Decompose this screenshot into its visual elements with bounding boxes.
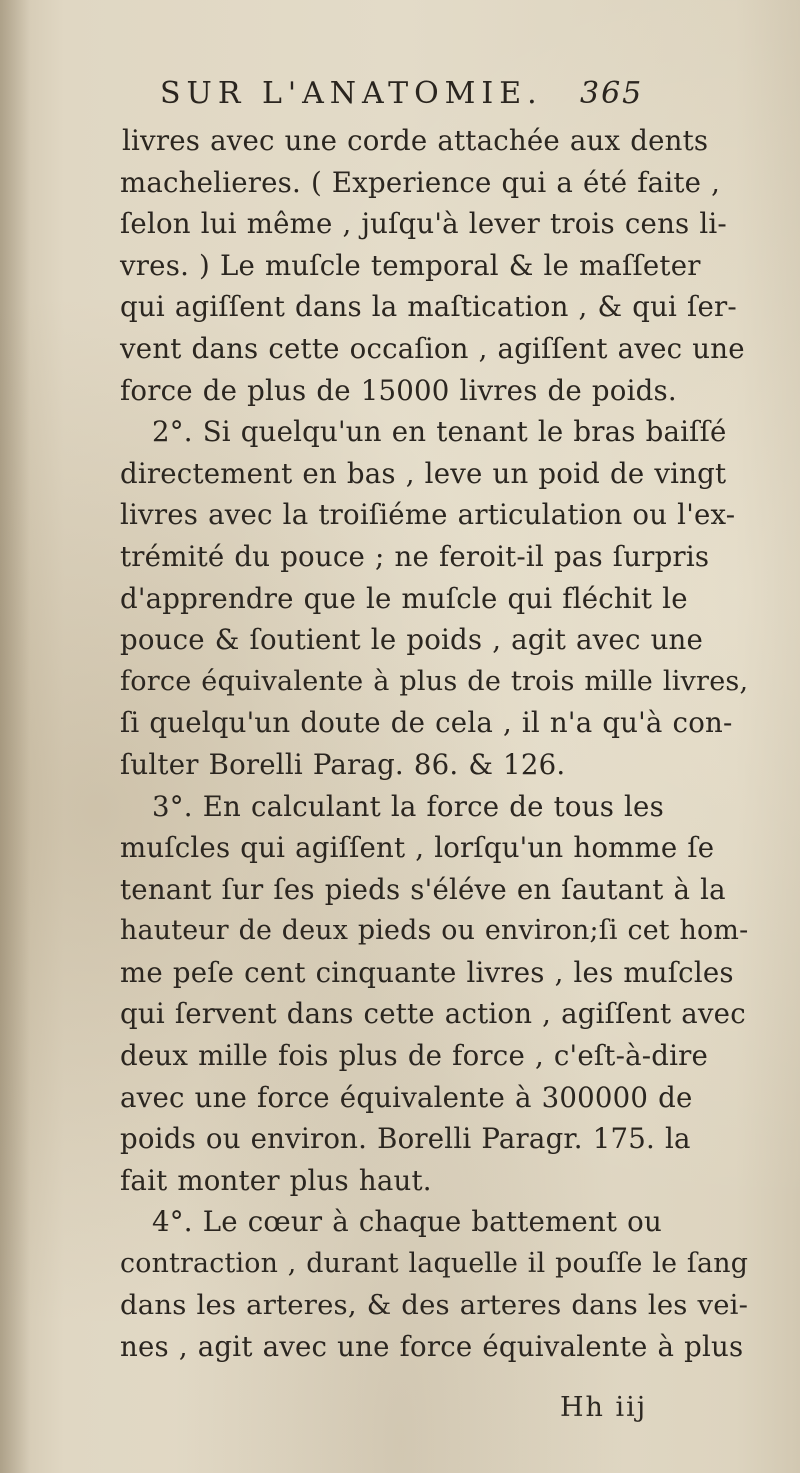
page-number: 365 [580,76,644,111]
text-line: livres avec la troiſiéme articulation ou l'ex- [120,498,736,532]
page-edge-shadow [0,0,30,1473]
text-line: contraction , durant laquelle il pouſſe le ſang [120,1248,749,1280]
text-line: qui agiſſent dans la maſtication , & qui ſer- [120,290,737,324]
text-line: directement en bas , leve un poid de vingt [120,456,727,490]
text-line: vres. ) Le muſcle temporal & le maſſeter [120,248,701,282]
text-line: tenant ſur ſes pieds s'éléve en ſautant à la [120,872,726,906]
text-line: trémité du pouce ; ne feroit-il pas ſurpris [120,539,710,573]
text-line: hauteur de deux pieds ou environ;ſi cet hom- [120,915,749,947]
text-line: fait monter plus haut. [120,1163,432,1197]
body-text [90,120,748,1368]
text-line: avec une force équivalente à 300000 de [120,1080,693,1114]
text-line: livres avec une corde attachée aux dents [122,124,709,157]
text-line: ſulter Borelli Parag. 86. & 126. [120,747,566,781]
text-line: force équivalente à plus de trois mille livres, [120,665,749,697]
signature-mark: Hh iij [560,1392,648,1423]
text-line: 4°. Le cœur à chaque battement ou [152,1205,662,1239]
text-line: pouce & ſoutient le poids , agit avec une [120,623,704,657]
running-head-title: SUR L'ANATOMIE. [160,76,543,111]
text-line: nes , agit avec une force équivalente à plus [120,1330,744,1364]
text-line: muſcles qui agiſſent , lorſqu'un homme ſe [120,831,715,865]
text-line: 2°. Si quelqu'un en tenant le bras baiſſé [152,415,727,449]
text-line: ſelon lui même , juſqu'à lever trois cens li- [120,207,727,241]
text-line: 3°. En calculant la force de tous les [152,789,664,823]
text-line: qui ſervent dans cette action , agiſſent avec [120,997,746,1031]
text-line: ſi quelqu'un doute de cela , il n'a qu'à con- [120,706,733,740]
text-line: deux mille fois plus de force , c'eſt-à-dire [120,1039,709,1073]
text-line: me peſe cent cinquante livres , les muſcles [120,955,734,989]
text-line: poids ou environ. Borelli Paragr. 175. la [120,1122,691,1156]
text-line: vent dans cette occaſion , agiſſent avec une [120,331,745,365]
text-line: dans les arteres, & des arteres dans les vei- [120,1289,749,1321]
text-line: d'apprendre que le muſcle qui fléchit le [120,581,688,615]
text-line: force de plus de 15000 livres de poids. [120,373,677,407]
text-line: machelieres. ( Experience qui a été faite , [120,165,721,199]
running-head [160,72,660,116]
